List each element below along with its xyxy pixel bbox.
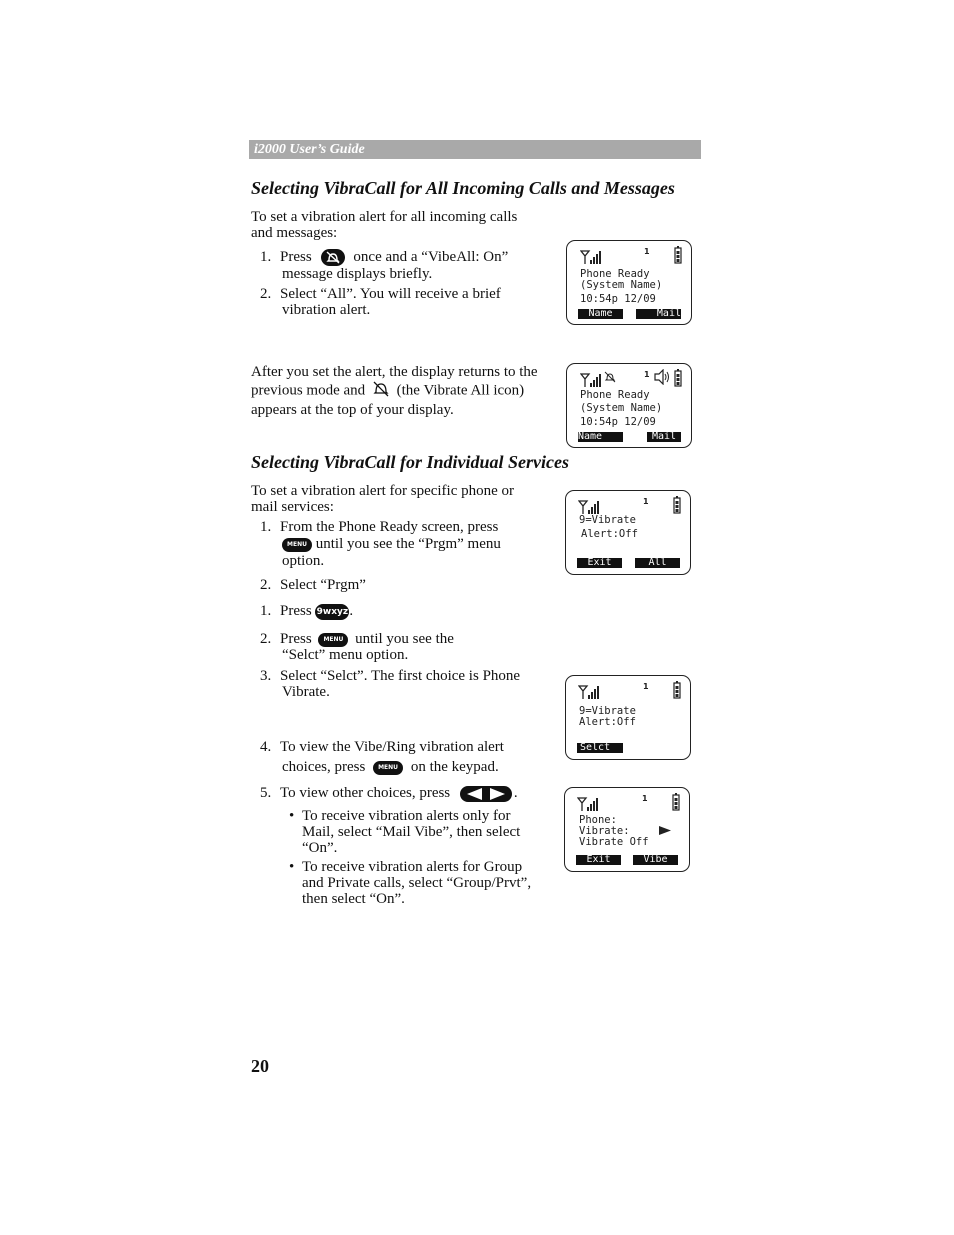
battery-icon xyxy=(674,246,682,264)
softkey-exit: Exit xyxy=(576,855,621,865)
section1-heading: Selecting VibraCall for All Incoming Calls and Messages xyxy=(251,178,675,198)
section2-heading: Selecting VibraCall for Individual Services xyxy=(251,452,570,472)
section2-step2: 2. Select “Prgm” xyxy=(260,577,366,593)
softkey-exit: Exit xyxy=(577,558,622,568)
menu-key-icon: MENU xyxy=(282,538,312,552)
bullet-marker: • xyxy=(289,808,295,824)
section1-intro: To set a vibration alert for all incoming calls and messages: xyxy=(251,209,518,241)
phone-screen-phone-vibrate: 1 Phone: Vibrate: Vibrate Off Exit Vibe xyxy=(564,787,690,872)
bullet-group-prvt: To receive vibration alerts for Group and Private calls, select “Group/Prvt”, then select “On”. xyxy=(302,859,532,907)
softkey-name: Name xyxy=(578,432,623,442)
softkey-vibe: Vibe xyxy=(633,855,678,865)
vibrate-all-icon xyxy=(604,371,616,383)
softkey-selct: Selct xyxy=(577,743,623,753)
battery-icon xyxy=(673,496,681,514)
battery-icon xyxy=(673,681,681,699)
battery-icon xyxy=(672,793,680,811)
phone-screen-vibrate-alert: 1 9=Vibrate Alert:Off Exit All xyxy=(565,490,691,575)
nine-key-icon: 9wxyz xyxy=(315,604,349,620)
menu-key-icon: MENU xyxy=(373,761,403,775)
signal-strength-icon xyxy=(577,797,599,812)
running-header: i2000 User’s Guide xyxy=(254,142,365,157)
vibrate-key-icon xyxy=(321,249,345,266)
softkey-name: Name xyxy=(578,309,623,319)
softkey-mail: Mail xyxy=(647,432,681,442)
section1-step1: 1. Press once and a “VibeAll: On” message displays briefly. xyxy=(260,249,509,283)
signal-strength-icon xyxy=(580,250,602,265)
page-number: 20 xyxy=(251,1056,269,1076)
phone-screen-vibrate-all: 1 Phone Ready (System Name) 10:54p 12/09 Name Mail xyxy=(566,363,692,448)
vibrate-all-icon xyxy=(371,380,391,402)
section2-intro: To set a vibration alert for specific phone or mail services: xyxy=(251,483,515,515)
section2-step1: 1. From the Phone Ready screen, press MENU until you see the “Prgm” menu option. xyxy=(260,519,501,569)
speaker-icon xyxy=(653,369,671,385)
section2-step4: 2. Press MENU until you see the “Selct” menu option. xyxy=(260,631,454,663)
battery-icon xyxy=(674,369,682,387)
phone-screen-phone-ready: 1 Phone Ready (System Name) 10:54p 12/09 Name Mail xyxy=(566,240,692,325)
scroll-right-arrow-icon xyxy=(658,825,672,836)
section2-step3: 1. Press 9wxyz. xyxy=(260,603,354,619)
bullet-marker: • xyxy=(289,859,295,875)
softkey-mail: Mail xyxy=(636,309,681,319)
menu-key-icon: MENU xyxy=(318,633,348,647)
signal-strength-icon xyxy=(578,685,600,700)
signal-strength-icon xyxy=(578,500,600,515)
section2-step7: 5. To view other choices, press . xyxy=(260,785,518,801)
section2-step5: 3. Select “Selct”. The first choice is Phone Vibrate. xyxy=(260,668,521,700)
signal-strength-icon xyxy=(580,373,602,388)
softkey-all: All xyxy=(635,558,680,568)
section1-after: After you set the alert, the display returns to the previous mode and (the Vibrate All icon) appears at the top of your display. xyxy=(251,364,538,418)
section2-step6: 4. To view the Vibe/Ring vibration alert choices, press MENU on the keypad. xyxy=(260,739,504,775)
phone-screen-select: 1 9=Vibrate Alert:Off Selct xyxy=(565,675,691,760)
section1-step2: 2. Select “All”. You will receive a brief vibration alert. xyxy=(260,286,501,318)
bullet-mail-vibe: To receive vibration alerts only for Mail, select “Mail Vibe”, then select “On”. xyxy=(302,808,521,856)
navigation-key-icon xyxy=(460,786,512,802)
